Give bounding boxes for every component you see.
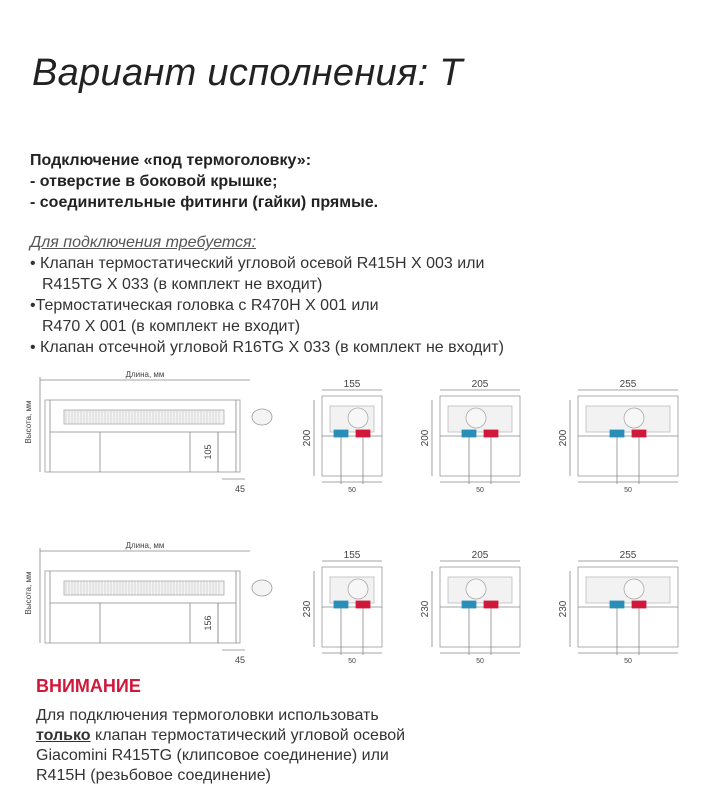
front-height-label: 230 — [420, 600, 431, 618]
side-height-label: 105 — [203, 444, 213, 460]
hot-connector — [356, 601, 370, 608]
cold-connector — [610, 601, 624, 608]
front-height-label: 230 — [302, 600, 313, 618]
spacing-label: 50 — [348, 487, 356, 494]
warning-text — [36, 706, 405, 786]
front-height-label: 200 — [420, 429, 431, 447]
requirements-heading: Для подключения требуется: — [30, 234, 257, 251]
cold-connector — [462, 430, 476, 437]
hot-connector — [484, 430, 498, 437]
connection-line: - отверстие в боковой крышке; — [30, 173, 278, 190]
spacing-label: 50 — [348, 658, 356, 665]
valve-body — [466, 408, 486, 428]
hot-connector — [484, 601, 498, 608]
requirement-item-cont: R415TG X 033 (в комплект не входит) — [42, 276, 323, 293]
warning-line — [36, 726, 405, 746]
front-width-label: 205 — [471, 379, 489, 390]
thermostatic-head — [252, 409, 272, 425]
requirement-item: • Клапан термостатический угловой осевой R415H X 003 или — [30, 255, 485, 272]
front-width-label: 255 — [619, 550, 637, 561]
thermostatic-head — [252, 580, 272, 596]
requirement-item: •Термостатическая головка с R470H X 001 или — [30, 297, 379, 314]
valve-body — [348, 579, 368, 599]
warning-line-rest: клапан термостатический угловой осевой — [90, 727, 406, 744]
side-height-label: 156 — [203, 615, 213, 631]
warning-emphasis: только — [36, 727, 91, 744]
connection-line: Подключение «под термоголовку»: — [30, 152, 312, 169]
spacing-label: 50 — [476, 658, 484, 665]
warning-line: Giacomini R415TG (клипсовое соединение) или — [36, 747, 389, 764]
cold-connector — [462, 601, 476, 608]
height-label: Высота, мм — [24, 400, 33, 444]
requirement-item-cont: R470 X 001 (в комплект не входит) — [42, 318, 301, 335]
front-height-label: 200 — [302, 429, 313, 447]
hot-connector — [632, 430, 646, 437]
front-width-label: 255 — [619, 379, 637, 390]
spacing-label: 50 — [624, 658, 632, 665]
connection-line: - соединительные фитинги (гайки) прямые. — [30, 194, 379, 211]
cold-connector — [334, 601, 348, 608]
warning-line: Для подключения термоголовки использовать — [36, 707, 379, 724]
warning-line: R415H (резьбовое соединение) — [36, 767, 271, 784]
valve-body — [624, 408, 644, 428]
hot-connector — [356, 430, 370, 437]
height-label: Высота, мм — [24, 571, 33, 615]
front-width-label: 155 — [343, 379, 361, 390]
spacing-label: 50 — [476, 487, 484, 494]
front-width-label: 155 — [343, 550, 361, 561]
valve-body — [348, 408, 368, 428]
front-height-label: 200 — [558, 429, 569, 447]
valve-body — [466, 579, 486, 599]
cold-connector — [610, 430, 624, 437]
length-label: Длина, мм — [125, 541, 165, 550]
warning-title: ВНИМАНИЕ — [36, 676, 141, 696]
requirement-item: • Клапан отсечной угловой R16TG X 033 (в комплект не входит) — [30, 339, 504, 356]
hot-connector — [632, 601, 646, 608]
spacing-label: 50 — [624, 487, 632, 494]
front-width-label: 205 — [471, 550, 489, 561]
side-offset-label: 45 — [234, 484, 246, 494]
length-label: Длина, мм — [125, 370, 165, 379]
cold-connector — [334, 430, 348, 437]
page-title: Вариант исполнения: Т — [32, 52, 463, 94]
front-height-label: 230 — [558, 600, 569, 618]
side-offset-label: 45 — [234, 655, 246, 665]
valve-body — [624, 579, 644, 599]
